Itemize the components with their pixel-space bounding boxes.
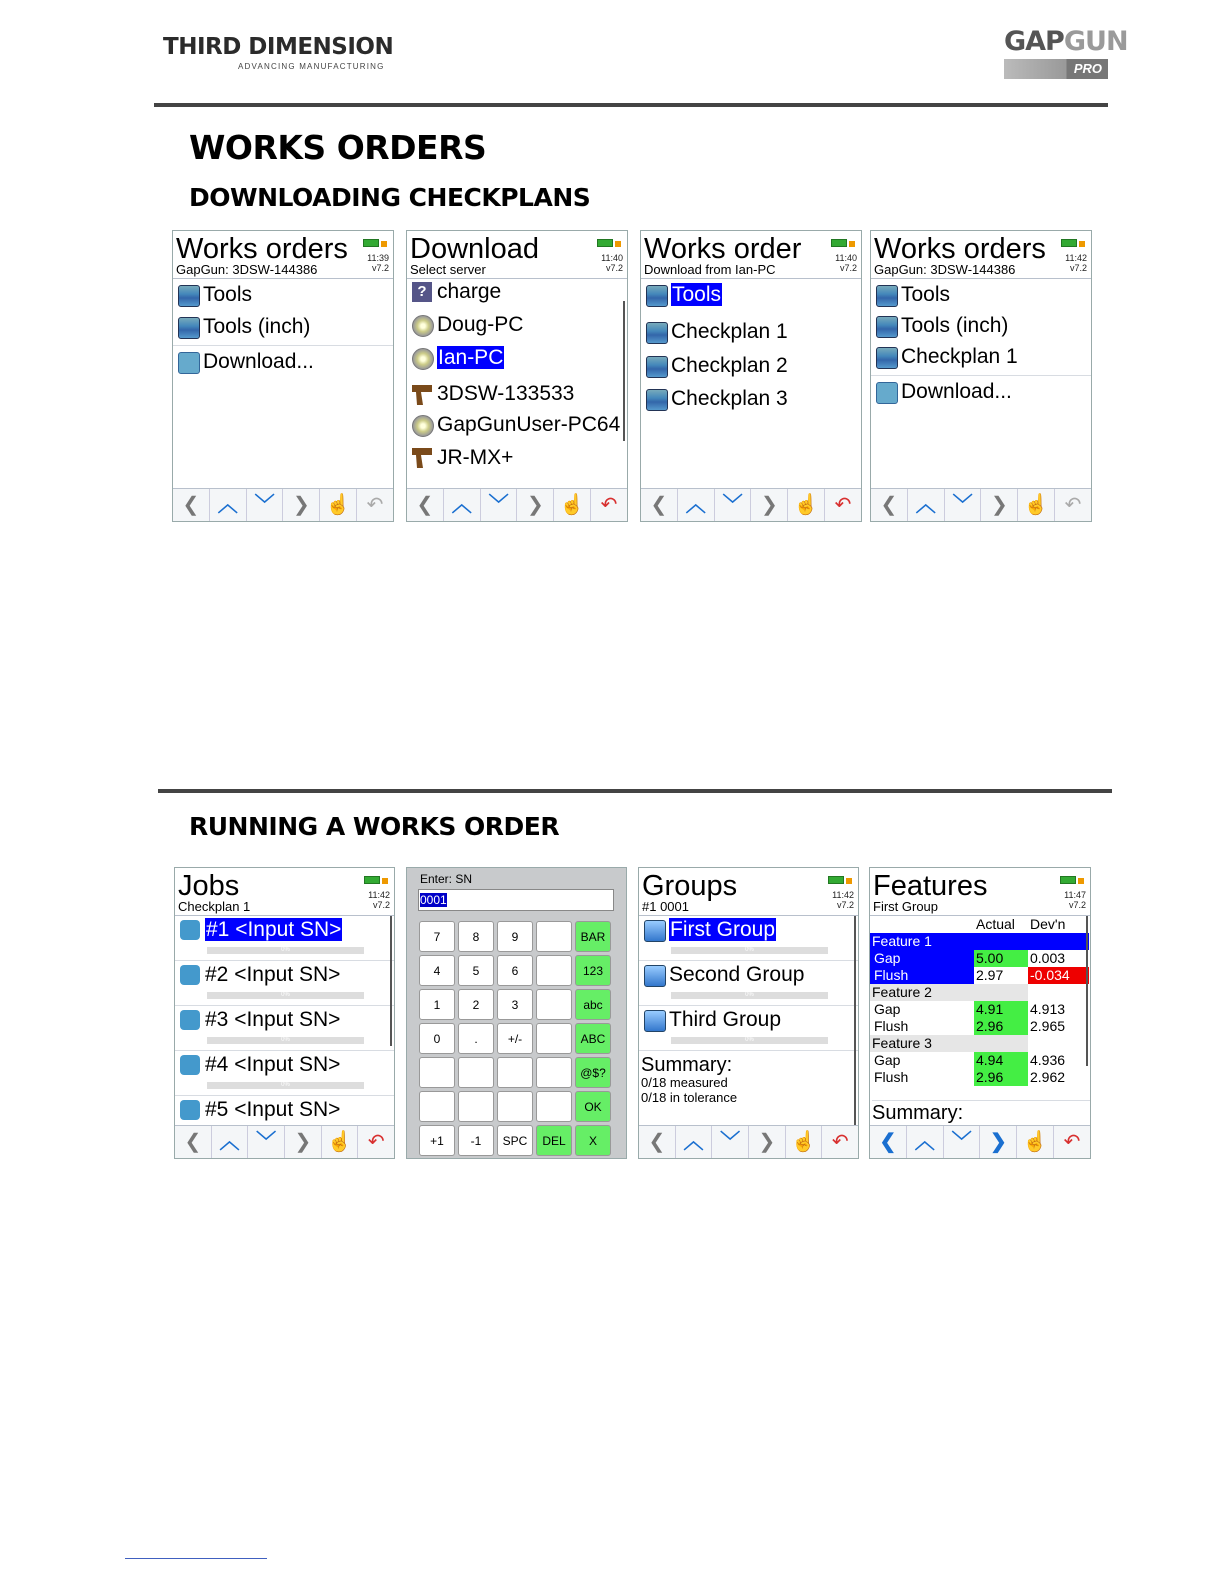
screen-title: Works orders xyxy=(874,233,1046,265)
right-arrow-icon[interactable]: ❯ xyxy=(284,1126,321,1158)
progress-bar: 0% xyxy=(671,992,828,999)
summary-title: Summary: xyxy=(641,1054,733,1076)
puzzle-icon xyxy=(180,965,200,985)
screen-subtitle: GapGun: 3DSW-144386 xyxy=(176,262,318,277)
battery-icon xyxy=(364,871,388,877)
scrollbar[interactable] xyxy=(623,301,625,441)
left-arrow-icon[interactable]: ❮ xyxy=(182,494,200,516)
unknown-icon: ? xyxy=(412,282,432,302)
nav-bar xyxy=(641,488,861,521)
table-header xyxy=(870,916,1089,933)
key-12[interactable]: 3 xyxy=(497,989,533,1020)
progress-bar: 0% xyxy=(207,1082,364,1089)
screen-header xyxy=(639,868,858,916)
version: v7.2 xyxy=(1069,263,1087,273)
back-icon[interactable]: ↶ xyxy=(1054,489,1091,521)
summary xyxy=(639,1050,858,1105)
list-item[interactable]: Tools xyxy=(641,279,861,313)
puzzle-icon xyxy=(180,1055,200,1075)
screen-works-order-download xyxy=(640,230,862,522)
key-32[interactable]: SPC xyxy=(497,1125,533,1156)
keypad-grid xyxy=(419,921,611,1156)
select-hand-icon[interactable]: ☝ xyxy=(1017,489,1054,521)
screen-title: Works orders xyxy=(176,233,348,265)
version: v7.2 xyxy=(1068,900,1086,910)
database-icon xyxy=(646,389,668,411)
clock: 11:39 xyxy=(367,253,389,263)
section-rule xyxy=(158,789,1112,793)
list-item[interactable]: JR-MX+ xyxy=(407,442,627,472)
group-item[interactable]: Second Group 0% xyxy=(639,960,858,1005)
puzzle-icon xyxy=(180,1010,200,1030)
list-item[interactable]: Ian-PC xyxy=(407,342,627,375)
sn-input[interactable]: 0001 xyxy=(418,889,614,911)
progress-bar: 0% xyxy=(207,992,364,999)
logo-gun: GUN xyxy=(1063,26,1128,57)
database-icon xyxy=(178,317,200,339)
page-title: WORKS ORDERS xyxy=(189,128,487,167)
measure-row[interactable]: Gap 4.94 4.936 xyxy=(874,1052,1066,1068)
version: v7.2 xyxy=(836,900,854,910)
select-hand-icon[interactable]: ☝ xyxy=(785,1126,822,1158)
key-17[interactable]: +/- xyxy=(497,1023,533,1054)
keypad-label: Enter: SN xyxy=(420,872,473,886)
screen-jobs xyxy=(174,867,395,1159)
job-item[interactable]: #5 <Input SN> xyxy=(175,1095,394,1126)
database-icon xyxy=(876,285,898,307)
gapgun-icon xyxy=(412,448,432,468)
nav-bar xyxy=(407,488,627,521)
version: v7.2 xyxy=(605,263,623,273)
database-icon xyxy=(646,285,668,307)
logo-pro: PRO xyxy=(1004,59,1108,79)
up-arrow-icon[interactable]: ︿ xyxy=(907,489,944,521)
up-arrow-icon[interactable]: ︿ xyxy=(906,1126,943,1158)
brand-name: THIRD DIMENSION xyxy=(163,34,394,60)
measure-row[interactable]: Gap 4.91 4.913 xyxy=(874,1001,1066,1017)
download-icon xyxy=(876,382,898,404)
key-blank[interactable] xyxy=(497,1057,533,1088)
progress-bar: 0% xyxy=(671,1037,828,1044)
key-2[interactable]: 9 xyxy=(497,921,533,952)
list-item[interactable]: Tools xyxy=(173,279,393,311)
measure-row[interactable]: Flush 2.97 -0.034 xyxy=(870,967,1089,984)
progress-bar: 0% xyxy=(207,947,364,954)
up-arrow-icon[interactable]: ︿ xyxy=(211,1126,248,1158)
screen-header xyxy=(641,231,861,279)
clock: 11:40 xyxy=(835,253,857,263)
list-item[interactable]: Tools (inch) xyxy=(871,310,1091,341)
measure-row[interactable]: Flush 2.96 2.962 xyxy=(874,1069,1066,1085)
key-blank[interactable] xyxy=(458,1091,494,1122)
list-item[interactable]: Doug-PC xyxy=(407,309,627,342)
down-arrow-icon[interactable]: ﹀ xyxy=(943,1126,980,1158)
measure-row[interactable]: Gap 5.00 0.003 xyxy=(870,950,1089,967)
key-5[interactable]: 4 xyxy=(419,955,455,986)
left-arrow-icon[interactable]: ❮ xyxy=(650,494,668,516)
down-arrow-icon[interactable]: ﹀ xyxy=(246,489,283,521)
back-icon[interactable]: ↶ xyxy=(357,1126,394,1158)
back-icon[interactable]: ↶ xyxy=(590,489,627,521)
key-6[interactable]: 5 xyxy=(458,955,494,986)
key-11[interactable]: 2 xyxy=(458,989,494,1020)
battery-icon xyxy=(1061,234,1085,240)
battery-icon xyxy=(363,234,387,240)
clock: 11:42 xyxy=(368,890,390,900)
database-icon xyxy=(876,316,898,338)
database-icon xyxy=(646,322,668,344)
features-table xyxy=(870,916,1089,1086)
up-arrow-icon[interactable]: ︿ xyxy=(209,489,246,521)
group-item[interactable]: Third Group 0% xyxy=(639,1005,858,1050)
battery-icon xyxy=(828,871,852,877)
right-arrow-icon[interactable]: ❯ xyxy=(282,489,319,521)
screen-title: Works order xyxy=(644,233,802,265)
puzzle-icon xyxy=(180,1100,200,1120)
list-item[interactable]: Checkplan 1 xyxy=(641,313,861,347)
puzzle-icon xyxy=(180,920,200,940)
screen-download xyxy=(406,230,628,522)
select-hand-icon[interactable]: ☝ xyxy=(321,1126,358,1158)
screen-header xyxy=(407,231,627,279)
feature-row[interactable]: Feature 3 xyxy=(870,1035,1089,1052)
left-arrow-icon[interactable]: ❮ xyxy=(879,1131,897,1153)
select-hand-icon[interactable]: ☝ xyxy=(787,489,824,521)
brand-tagline: ADVANCING MANUFACTURING xyxy=(238,62,385,71)
screen-header xyxy=(870,868,1090,916)
key-blank[interactable] xyxy=(536,1057,572,1088)
right-arrow-icon[interactable]: ❯ xyxy=(516,489,553,521)
job-item[interactable]: #4 <Input SN> 0% xyxy=(175,1050,394,1095)
key-blank[interactable] xyxy=(419,1091,455,1122)
list-item[interactable]: Download... xyxy=(871,375,1091,408)
screen-subtitle: Checkplan 1 xyxy=(178,899,251,914)
scrollbar[interactable] xyxy=(1086,916,1088,1066)
up-arrow-icon[interactable]: ︿ xyxy=(443,489,480,521)
gapgun-icon xyxy=(412,385,432,405)
screen-works-orders-1 xyxy=(172,230,394,522)
screen-header xyxy=(871,231,1091,279)
key-30[interactable]: +1 xyxy=(419,1125,455,1156)
third-dimension-logo xyxy=(163,34,393,71)
up-arrow-icon[interactable]: ︿ xyxy=(677,489,714,521)
col-deviation: Dev'n xyxy=(1030,916,1066,932)
left-arrow-icon[interactable]: ❮ xyxy=(880,494,898,516)
nav-bar xyxy=(639,1125,858,1158)
back-icon[interactable]: ↶ xyxy=(824,489,861,521)
clock: 11:42 xyxy=(1065,253,1087,263)
scrollbar[interactable] xyxy=(854,916,856,1128)
nav-bar xyxy=(175,1125,394,1158)
measure-row[interactable]: Flush 2.96 2.965 xyxy=(874,1018,1066,1034)
key-10[interactable]: 1 xyxy=(419,989,455,1020)
server-icon xyxy=(412,415,434,437)
key-14[interactable]: abc xyxy=(575,989,611,1020)
key-7[interactable]: 6 xyxy=(497,955,533,986)
up-arrow-icon[interactable]: ︿ xyxy=(675,1126,712,1158)
list-item[interactable]: Tools xyxy=(871,279,1091,310)
summary-title: Summary: xyxy=(872,1100,1090,1125)
key-31[interactable]: -1 xyxy=(458,1125,494,1156)
key-blank[interactable] xyxy=(497,1091,533,1122)
screen-subtitle: Select server xyxy=(410,262,486,277)
battery-icon xyxy=(1060,871,1084,877)
nav-bar xyxy=(173,488,393,521)
key-29[interactable]: OK xyxy=(575,1091,611,1122)
select-hand-icon[interactable]: ☝ xyxy=(1016,1126,1053,1158)
screen-title: Download xyxy=(410,233,539,265)
battery-icon xyxy=(597,234,621,240)
select-hand-icon[interactable]: ☝ xyxy=(553,489,590,521)
key-blank[interactable] xyxy=(536,955,572,986)
gapgun-pro-logo xyxy=(1004,26,1128,79)
key-blank[interactable] xyxy=(536,921,572,952)
key-24[interactable]: @$? xyxy=(575,1057,611,1088)
right-arrow-icon[interactable]: ❯ xyxy=(748,1126,785,1158)
screen-subtitle: Download from Ian-PC xyxy=(644,262,776,277)
section-title-downloading: DOWNLOADING CHECKPLANS xyxy=(189,183,591,212)
right-arrow-icon[interactable]: ❯ xyxy=(980,489,1017,521)
clock: 11:40 xyxy=(601,253,623,263)
screen-features xyxy=(869,867,1091,1159)
download-icon xyxy=(178,352,200,374)
back-icon[interactable]: ↶ xyxy=(1053,1126,1090,1158)
back-icon[interactable]: ↶ xyxy=(356,489,393,521)
select-hand-icon[interactable]: ☝ xyxy=(319,489,356,521)
feature-row[interactable]: Feature 1 xyxy=(870,933,1089,950)
down-arrow-icon[interactable]: ﹀ xyxy=(714,489,751,521)
screen-subtitle: GapGun: 3DSW-144386 xyxy=(874,262,1016,277)
screen-subtitle: First Group xyxy=(873,899,939,914)
job-item[interactable]: #3 <Input SN> 0% xyxy=(175,1005,394,1050)
col-actual: Actual xyxy=(976,916,1015,932)
key-blank[interactable] xyxy=(536,989,572,1020)
key-34[interactable]: X xyxy=(575,1125,611,1156)
key-0[interactable]: 7 xyxy=(419,921,455,952)
key-16[interactable]: . xyxy=(458,1023,494,1054)
screen-header xyxy=(175,868,394,916)
database-icon xyxy=(876,347,898,369)
screen-subtitle: #1 0001 xyxy=(642,899,689,914)
key-blank[interactable] xyxy=(458,1057,494,1088)
list-item[interactable]: GapGunUser-PC64 xyxy=(407,409,627,442)
summary-measured: 0/18 measured xyxy=(641,1075,728,1090)
version: v7.2 xyxy=(371,263,389,273)
version: v7.2 xyxy=(839,263,857,273)
section-title-running: RUNNING A WORKS ORDER xyxy=(189,812,560,841)
screen-works-orders-2 xyxy=(870,230,1092,522)
server-icon xyxy=(412,348,434,370)
footer-link-underline xyxy=(125,1558,267,1559)
job-item[interactable]: #2 <Input SN> 0% xyxy=(175,960,394,1005)
nav-bar xyxy=(871,488,1091,521)
screen-title: Groups xyxy=(642,870,738,902)
left-arrow-icon[interactable]: ❮ xyxy=(648,1131,666,1153)
server-icon xyxy=(412,315,434,337)
right-arrow-icon[interactable]: ❯ xyxy=(979,1126,1016,1158)
key-15[interactable]: 0 xyxy=(419,1023,455,1054)
screen-header xyxy=(173,231,393,279)
left-arrow-icon[interactable]: ❮ xyxy=(416,494,434,516)
key-blank[interactable] xyxy=(536,1023,572,1054)
header-rule xyxy=(154,103,1108,107)
group-item[interactable]: First Group 0% xyxy=(639,916,858,960)
key-33[interactable]: DEL xyxy=(536,1125,572,1156)
screen-title: Features xyxy=(873,870,988,902)
list-item[interactable]: Checkplan 2 xyxy=(641,347,861,380)
back-icon[interactable]: ↶ xyxy=(821,1126,858,1158)
key-1[interactable]: 8 xyxy=(458,921,494,952)
list-item[interactable]: Download... xyxy=(173,345,393,378)
screen-keypad xyxy=(406,867,627,1159)
list-item[interactable]: Checkplan 1 xyxy=(871,341,1091,372)
down-arrow-icon[interactable]: ﹀ xyxy=(711,1126,748,1158)
down-arrow-icon[interactable]: ﹀ xyxy=(480,489,517,521)
key-19[interactable]: ABC xyxy=(575,1023,611,1054)
database-icon xyxy=(646,356,668,378)
right-arrow-icon[interactable]: ❯ xyxy=(750,489,787,521)
version: v7.2 xyxy=(372,900,390,910)
group-icon xyxy=(644,965,666,987)
down-arrow-icon[interactable]: ﹀ xyxy=(247,1126,284,1158)
key-4[interactable]: BAR xyxy=(575,921,611,952)
key-blank[interactable] xyxy=(419,1057,455,1088)
group-icon xyxy=(644,920,666,942)
down-arrow-icon[interactable]: ﹀ xyxy=(944,489,981,521)
feature-row[interactable]: Feature 2 xyxy=(870,984,1089,1001)
list-item[interactable]: 3DSW-133533 xyxy=(407,375,627,409)
database-icon xyxy=(178,285,200,307)
nav-bar xyxy=(870,1125,1090,1158)
progress-bar: 0% xyxy=(671,947,828,954)
left-arrow-icon[interactable]: ❮ xyxy=(184,1131,202,1153)
job-item[interactable]: #1 <Input SN> 0% xyxy=(175,916,394,960)
list-item[interactable]: ? charge xyxy=(407,279,627,309)
list-item[interactable]: Tools (inch) xyxy=(173,311,393,343)
screen-groups xyxy=(638,867,859,1159)
clock: 11:42 xyxy=(832,890,854,900)
group-icon xyxy=(644,1010,666,1032)
key-9[interactable]: 123 xyxy=(575,955,611,986)
battery-icon xyxy=(831,234,855,240)
scrollbar[interactable] xyxy=(390,916,392,1046)
summary-tolerance: 0/18 in tolerance xyxy=(641,1090,738,1105)
screen-title: Jobs xyxy=(178,870,240,902)
clock: 11:47 xyxy=(1064,890,1086,900)
key-blank[interactable] xyxy=(536,1091,572,1122)
progress-bar: 0% xyxy=(207,1037,364,1044)
list-item[interactable]: Checkplan 3 xyxy=(641,380,861,413)
logo-gap: GAP xyxy=(1004,26,1064,57)
